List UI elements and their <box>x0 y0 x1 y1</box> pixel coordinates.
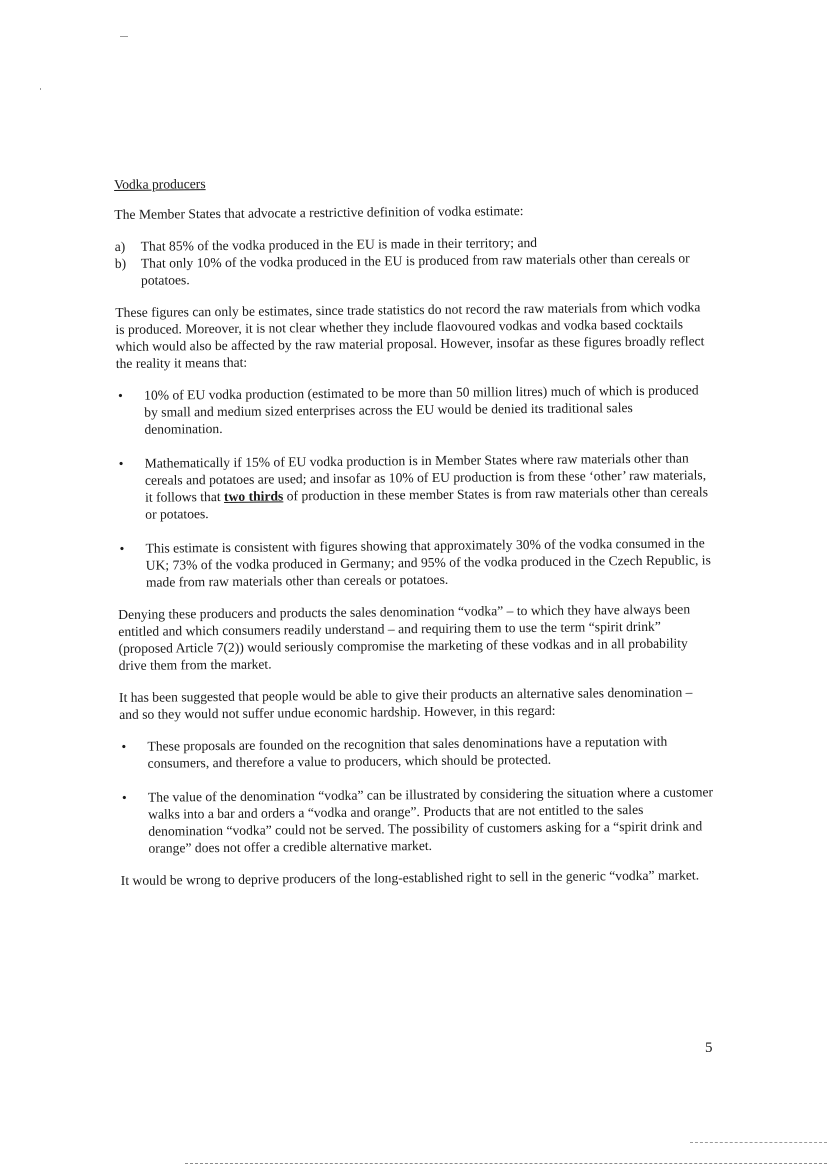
emphasis-two-thirds: two thirds <box>223 488 284 504</box>
list-item-text: 10% of EU vodka production (estimated to be more than 50 million litres) much of which is produced by small and medium sized enterprises across the EU would be denied its traditional sales denomination. <box>144 382 699 437</box>
document-body <box>114 170 717 904</box>
implications-list <box>116 381 714 591</box>
bullet-icon: • <box>121 738 127 754</box>
section-heading: Vodka producers <box>114 176 206 192</box>
bullet-icon: • <box>118 387 123 403</box>
denying-paragraph: Denying these producers and products the sales denomination “vodka” – to which they have always been entitled and which consumers readily understand – and requiring them to use the term “spirit drink” (proposed Article 7(2)) would seriously compromise the marketing of these vodkas and in all probability drive them from the market. <box>118 601 691 673</box>
list-item-text: That 85% of the vodka produced in the EU is made in their territory; and <box>140 234 538 254</box>
conclusion-paragraph: It would be wrong to deprive producers of the long-established right to sell in the generic “vodka” market. <box>120 867 700 888</box>
scan-edge-line <box>690 1142 827 1143</box>
list-item-text: That only 10% of the vodka produced in the EU is produced from raw materials other than cereals or potatoes. <box>140 250 690 288</box>
estimates-list <box>115 232 711 289</box>
bullet-icon: • <box>118 455 124 471</box>
list-marker: a) <box>114 238 126 254</box>
scan-speck <box>40 88 41 90</box>
list-item <box>116 381 712 438</box>
list-item-text: Mathematically if 15% of EU vodka production is in Member States where raw materials other than cereals and potatoes are used; and insofar as 10% of EU production is from these ‘other’ raw materials, it follows that <box>144 450 707 505</box>
bullet-icon: • <box>119 540 125 556</box>
list-item-text: This estimate is consistent with figures showing that approximately 30% of the vodka consumed in the UK; 73% of the vodka produced in Germany; and 95% of the vodka produced in the Czech Republic, is made from raw materials other than cereals or potatoes. <box>145 535 711 590</box>
list-item-text: of production in these member States is from raw materials other than cereals or potatoes. <box>145 484 709 522</box>
suggested-paragraph: It has been suggested that people would be able to give their products an alternative sales denomination – and so they would not suffer undue economic hardship. However, in this regard: <box>118 684 693 722</box>
scan-speck <box>120 36 128 37</box>
list-item-text: These proposals are founded on the recognition that sales denominations have a reputation with consumers, and therefore a value to producers, which should be protected. <box>147 733 668 771</box>
regard-list <box>119 732 716 857</box>
list-item <box>117 449 714 523</box>
page-number: 5 <box>705 1040 713 1056</box>
list-marker: b) <box>114 255 127 271</box>
scan-edge-line <box>185 1163 827 1164</box>
bullet-icon: • <box>121 789 127 805</box>
list-item <box>119 732 715 772</box>
list-item <box>120 783 717 857</box>
list-item-text: The value of the denomination “vodka” can be illustrated by considering the situation where a customer walks into a bar and orders a “vodka and orange”. Products that are not entitled to the sales denomination “vodka” could not be served. The possibility of customers asking for a “spirit drink and orange” does not offer a credible alternative market. <box>147 784 714 856</box>
list-item <box>117 534 713 591</box>
intro-paragraph: The Member States that advocate a restrictive definition of vodka estimate: <box>114 203 524 222</box>
estimates-paragraph: These figures can only be estimates, since trade statistics do not record the raw materials from which vodka is produced. Moreover, it is not clear whether they include flaovoured vodkas and vodka based cocktails which would also be affected by the raw material proposal. However, insofar as these figures broadly reflect the reality it means that: <box>115 299 705 371</box>
list-item <box>115 249 711 289</box>
